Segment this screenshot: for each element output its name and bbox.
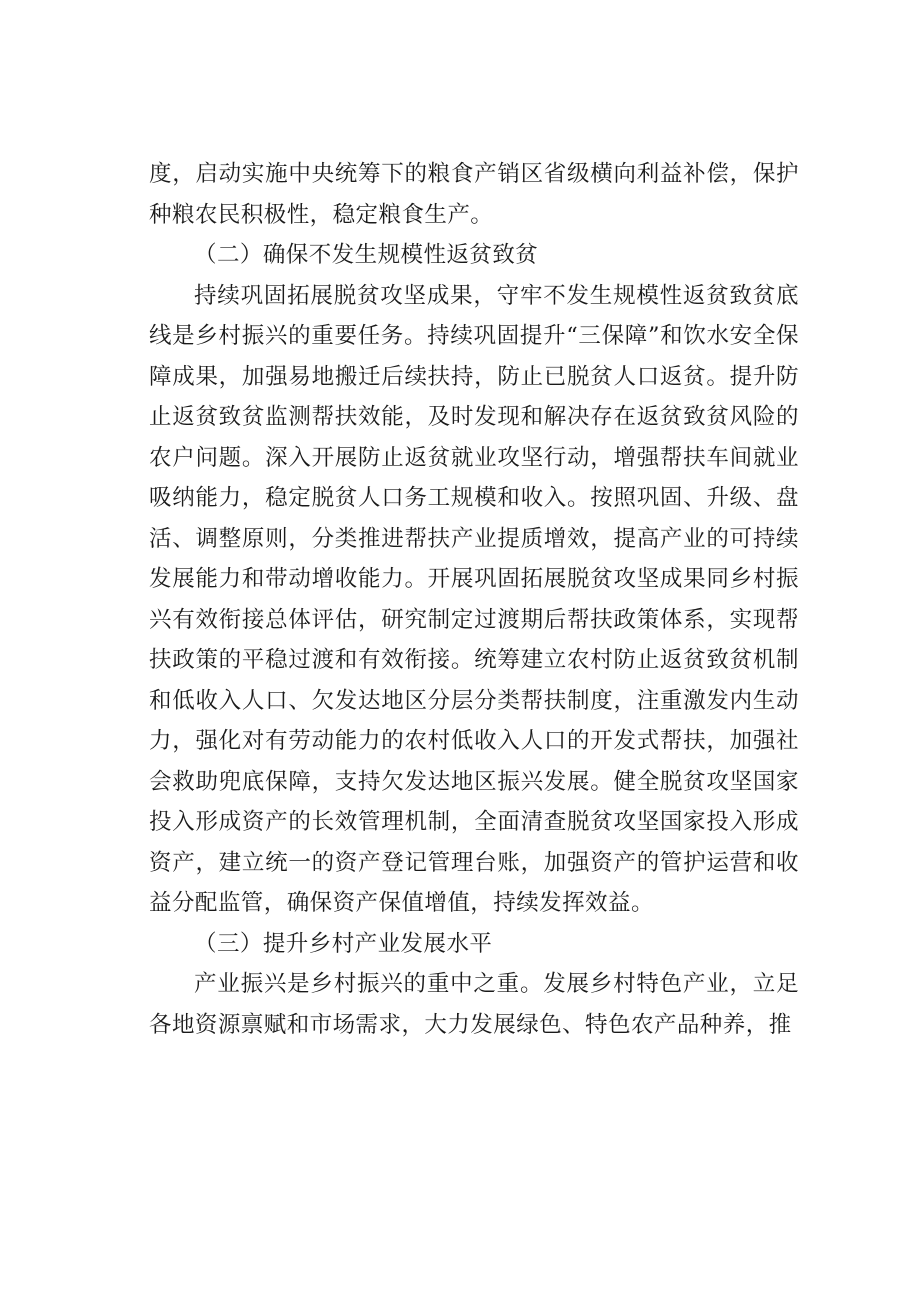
paragraph-section-3: 产业振兴是乡村振兴的重中之重。发展乡村特色产业，立足各地资源禀赋和市场需求，大力发展绿色、特色农产品种养，推 xyxy=(149,971,799,1038)
paragraph-continuation: 度，启动实施中央统筹下的粮食产销区省级横向利益补偿，保护种粮农民积极性，稳定粮食生产。 xyxy=(149,161,799,228)
section-heading-3: （三）提升乡村产业发展水平 xyxy=(194,930,493,957)
section-heading-2: （二）确保不发生规模性返贫致贫 xyxy=(194,242,539,268)
document-body xyxy=(149,154,799,1045)
paragraph-section-2: 持续巩固拓展脱贫攻坚成果，守牢不发生规模性返贫致贫底线是乡村振兴的重要任务。持续巩固提升“三保障”和饮水安全保障成果，加强易地搬迁后续扶持，防止已脱贫人口返贫。提升防止返贫致贫监测帮扶效能，及时发现和解决存在返贫致贫风险的农户问题。深入开展防止返贫就业攻坚行动，增强帮扶车间就业吸纳能力，稳定脱贫人口务工规模和收入。按照巩固、升级、盘活、调整原则，分类推进帮扶产业提质增效，提高产业的可持续发展能力和带动增收能力。开展巩固拓展脱贫攻坚成果同乡村振兴有效衔接总体评估，研究制定过渡期后帮扶政策体系，实现帮扶政策的平稳过渡和有效衔接。统筹建立农村防止返贫致贫机制和低收入人口、欠发达地区分层分类帮扶制度，注重激发内生动力，强化对有劳动能力的农村低收入人口的开发式帮扶，加强社会救助兜底保障，支持欠发达地区振兴发展。健全脱贫攻坚国家投入形成资产的长效管理机制，全面清查脱贫攻坚国家投入形成资产，建立统一的资产登记管理台账，加强资产的管护运营和收益分配监管，确保资产保值增值，持续发挥效益。 xyxy=(149,282,799,916)
